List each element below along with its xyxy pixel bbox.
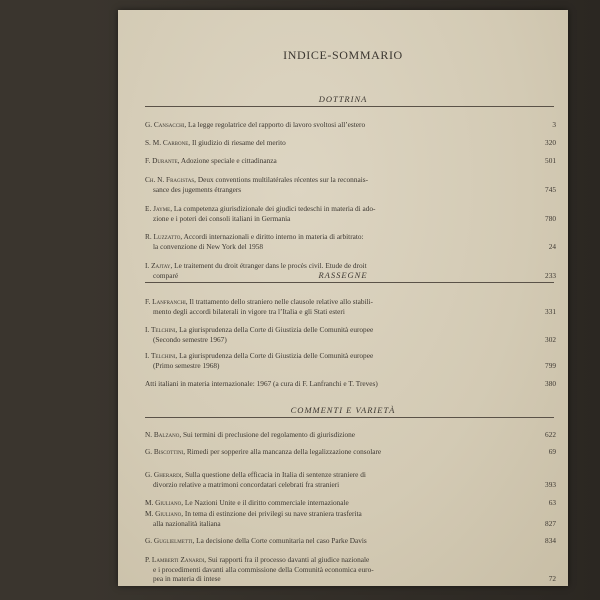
entry-continuation-line [145,307,523,317]
entry-title-text: e i procedimenti davanti alla commissione della Comunità economica euro- [153,564,374,574]
index-entry [145,204,523,223]
entry-page-number: 24 [548,241,556,251]
index-entry [145,470,523,489]
entry-line: Ch. N. Fragistas, Deux conventions multilatérales récentes sur la reconnais- [145,175,369,184]
index-entry [145,447,523,457]
document-page [118,10,568,586]
index-entry [145,509,523,528]
index-entry [145,297,523,316]
entry-title-text: alla nazionalità italiana [153,518,221,528]
section-divider [145,282,554,283]
index-entry [145,175,523,194]
entry-line: I. Telchini, La giurisprudenza della Corte di Giustizia delle Comunità europee [145,351,374,360]
entry-line: I. Zajtay, Le traitement du droit étranger dans le procès civil. Etude de droit [145,261,367,270]
index-entry [145,120,523,130]
entry-page-number: 501 [545,156,556,165]
entry-title-text: Le Nazioni Unite e il diritto commerciale internazionale [184,498,349,507]
index-entry [145,498,523,508]
entry-page-number: 233 [545,270,556,280]
entry-continuation-line [145,335,523,345]
entry-page-number: 799 [545,360,556,370]
entry-title-text: Sui termini di preclusione del regolamento di giurisdizione [183,430,356,439]
entry-title-text: mento degli accordi bilaterali in vigore tra l’Italia e gli Stati esteri [153,306,345,316]
entry-continuation-line [145,574,523,584]
entry-title-text: sance des jugements étrangers [153,184,242,194]
entry-title-text: zione e i poteri dei consoli italiani in Germania [153,213,291,223]
entry-author: R. Luzzatto [145,232,181,241]
index-entry [145,536,523,546]
entry-title-text: Il giudizio di riesame del merito [191,138,286,147]
entry-line: E. Jayme, La competenza giurisdizionale dei giudici tedeschi in materia di ado- [145,204,376,213]
entry-page-number: 3 [552,120,556,129]
entry-author: G. Guglielmetti [145,536,193,545]
entry-line: G. Cansacchi, La legge regolatrice del rapporto di lavoro svoltosi all’estero [145,120,366,129]
entry-continuation-line [145,480,523,490]
entry-line: G. Guglielmetti, La decisione della Corte comunitaria nel caso Parke Davis [145,536,367,545]
entry-title-text: (Secondo semestre 1967) [153,334,227,344]
entry-author: F. Lanfranchi [145,297,186,306]
index-entry [145,351,523,370]
entry-author: N. Balzano [145,430,180,439]
entry-title-text: Il trattamento dello straniero nelle clausole relative allo stabili- [189,297,373,306]
entry-author: I. Telchini [145,351,176,360]
entry-page-number: 780 [545,213,556,223]
section-heading: COMMENTI E VARIETÀ [290,405,396,415]
entry-page-number: 745 [545,184,556,194]
entry-title-text: Adozione speciale e cittadinanza [180,156,277,165]
entry-continuation-line [145,214,523,224]
entry-page-number: 834 [545,536,556,545]
entry-page-number: 380 [545,379,556,388]
entry-page-number: 63 [548,498,556,507]
entry-author: Ch. N. Fragistas [145,175,195,184]
entry-title-text: La giurisprudenza della Corte di Giustizia delle Comunità europee [179,325,374,334]
entry-page-number: 331 [545,306,556,316]
entry-page-number: 622 [545,430,556,439]
entry-continuation-line [145,565,523,575]
section-heading: DOTTRINA [318,94,368,104]
entry-title-text: Accordi internazionali e diritto interno in materia di arbitrato: [183,232,364,241]
entry-title-text: Atti italiani in materia internazionale: 1967 (a cura di F. Lanfranchi e T. Treves) [145,379,378,388]
entry-author: F. Durante [145,156,178,165]
index-entry [145,379,523,389]
entry-author: G. Cansacchi [145,120,185,129]
entry-line: P. Lamberti Zanardi, Sui rapporti fra il processo davanti al giudice nazionale [145,555,370,564]
index-entry [145,430,523,440]
entry-title-text: Deux conventions multilatérales récentes sur la reconnais- [197,175,369,184]
entry-author: G. Biscottini [145,447,184,456]
entry-title-text: La legge regolatrice del rapporto di lavoro svoltosi all’estero [188,120,366,129]
entry-page-number: 393 [545,479,556,489]
entry-author: E. Jayme [145,204,171,213]
entry-author: M. Giuliano [145,509,182,518]
entry-page-number: 302 [545,334,556,344]
entry-title-text: La decisione della Corte comunitaria nel caso Parke Davis [196,536,367,545]
entry-title-text: comparé [153,270,179,280]
entry-page-number: 827 [545,518,556,528]
index-entry [145,232,523,251]
entry-continuation-line [145,185,523,195]
entry-line: R. Luzzatto, Accordi internazionali e diritto interno in materia di arbitrato: [145,232,364,241]
entry-line: I. Telchini, La giurisprudenza della Corte di Giustizia delle Comunità europee [145,325,374,334]
entry-continuation-line [145,242,523,252]
entry-line: G. Biscottini, Rimedi per sopperire alla mancanza della legalizzazione consolare [145,447,382,456]
entry-title-text: Le traitement du droit étranger dans le procès civil. Etude de droit [174,261,367,270]
entry-line: M. Giuliano, Le Nazioni Unite e il diritto commerciale internazionale [145,498,349,507]
index-entry [145,156,523,166]
entry-page-number: 69 [548,447,556,456]
entry-title-text: la convenzione di New York del 1958 [153,241,264,251]
entry-title-text: pea in materia di intese [153,574,221,584]
entry-title-text: Rimedi per sopperire alla mancanza della legalizzazione consolare [186,447,382,456]
entry-line: F. Durante, Adozione speciale e cittadinanza [145,156,277,165]
entry-page-number: 320 [545,138,556,147]
entry-line [145,379,523,389]
entry-title-text: In tema di estinzione dei privilegi su nave straniera trasferita [184,509,362,518]
entry-author: G. Gherardi [145,470,182,479]
section-divider [145,417,554,418]
entry-line: N. Balzano, Sui termini di preclusione del regolamento di giurisdizione [145,430,356,439]
index-entry [145,138,523,148]
entry-line: S. M. Carbone, Il giudizio di riesame del merito [145,138,286,147]
index-entry [145,325,523,344]
entry-author: I. Zajtay [145,261,171,270]
entry-author: I. Telchini [145,325,176,334]
entry-title-text: Sulla questione della efficacia in Italia di sentenze straniere di [185,470,366,479]
entry-author: S. M. Carbone [145,138,189,147]
entry-line: M. Giuliano, In tema di estinzione dei privilegi su nave straniera trasferita [145,509,362,518]
entry-title-text: divorzio relative a matrimoni concordatari celebrati fra stranieri [153,479,340,489]
entry-title-text: Sui rapporti fra il processo davanti al giudice nazionale [207,555,370,564]
entry-author: P. Lamberti Zanardi [145,555,205,564]
entry-line: G. Gherardi, Sulla questione della efficacia in Italia di sentenze straniere di [145,470,366,479]
entry-author: M. Giuliano [145,498,182,507]
entry-continuation-line [145,361,523,371]
entry-page-number: 72 [548,574,556,584]
entry-line: F. Lanfranchi, Il trattamento dello straniero nelle clausole relative allo stabili- [145,297,373,306]
page-title: INDICE-SOMMARIO [283,48,403,62]
section-heading: RASSEGNE [318,270,368,280]
entry-continuation-line [145,519,523,529]
entry-title-text: (Primo semestre 1968) [153,360,220,370]
index-entry [145,555,523,584]
entry-title-text: La competenza giurisdizionale dei giudici tedeschi in materia di ado- [173,204,376,213]
section-divider [145,106,554,107]
entry-title-text: La giurisprudenza della Corte di Giustizia delle Comunità europee [179,351,374,360]
